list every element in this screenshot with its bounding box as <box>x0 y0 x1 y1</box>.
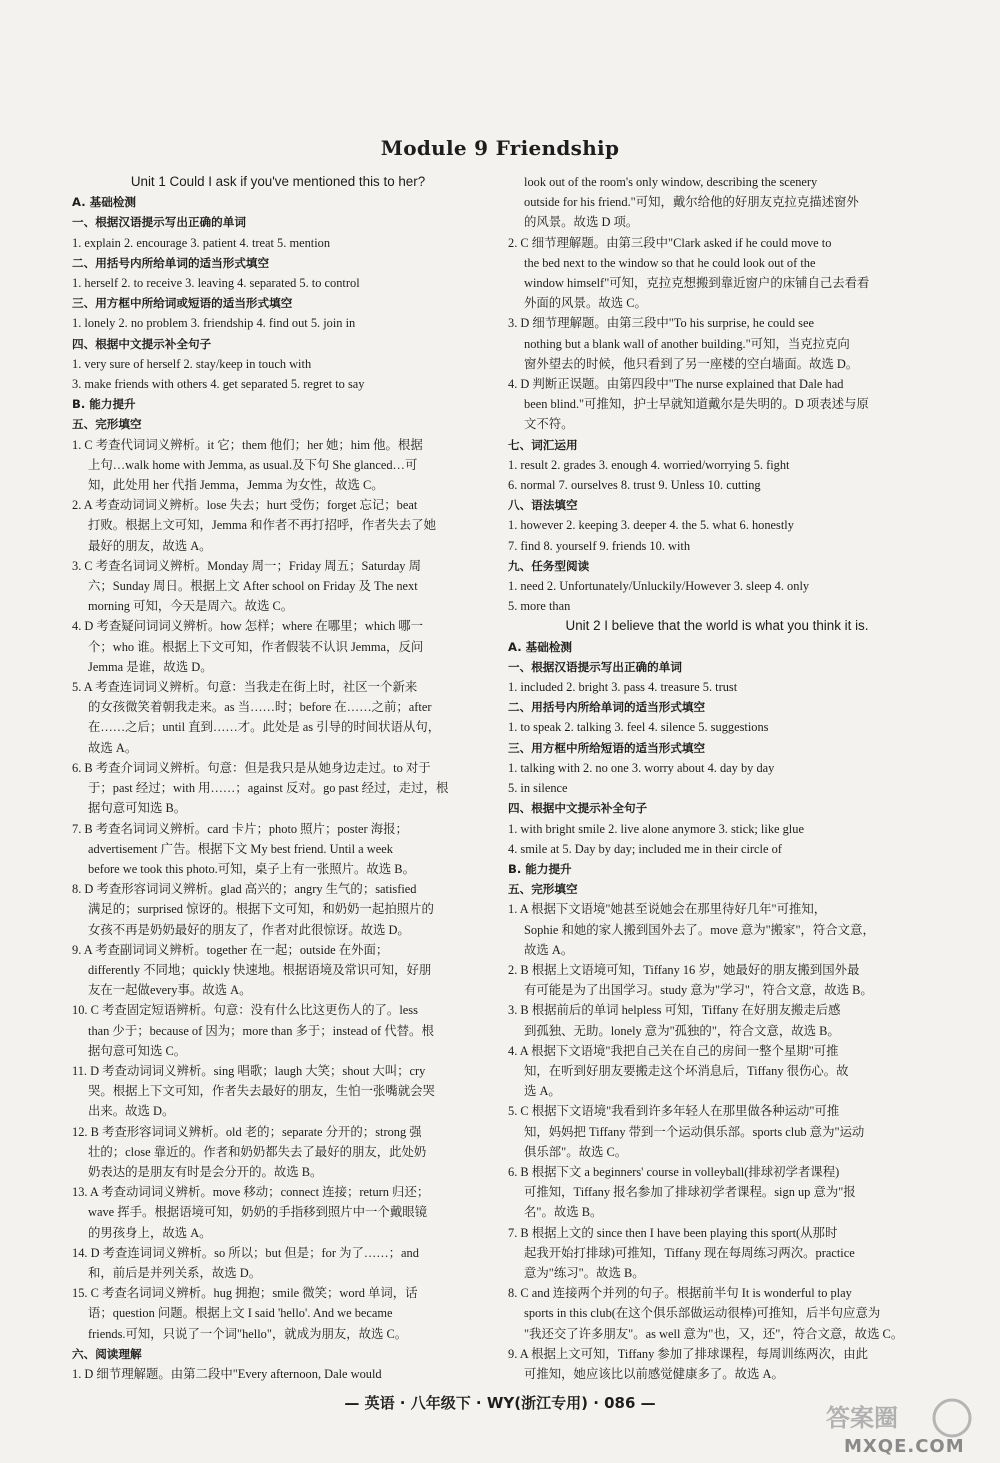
answer-line: 2. B 根据上文语境可知，Tiffany 16 岁，她最好的朋友搬到国外最 <box>508 962 860 977</box>
right-answer-column <box>508 172 926 1384</box>
answer-line: 4. A 根据下文语境"我把自己关在自己的房间一整个星期"可推 <box>508 1043 839 1058</box>
watermark-text: MXQE.COM <box>844 1436 965 1457</box>
answer-line: sports in this club(在这个俱乐部做运动很棒)可推知，后半句应意为 <box>524 1306 881 1321</box>
watermark-logo-text: 答案圈 <box>826 1404 898 1432</box>
answer-line: 1. lonely 2. no problem 3. friendship 4. find out 5. join in <box>72 316 356 331</box>
answer-line: 9. A 考查副词词义辨析。together 在一起；outside 在外面； <box>72 942 389 957</box>
answer-line: 外面的风景。故选 C。 <box>524 296 647 311</box>
answer-line: 7. B 根据上文的 since then I have been playing this sport(从那时 <box>508 1225 838 1240</box>
answer-line: 故选 A。 <box>524 942 574 957</box>
section-heading: 四、根据中文提示补全句子 <box>508 801 648 816</box>
answer-line: 文不符。 <box>524 417 574 432</box>
answer-line: 1. result 2. grades 3. enough 4. worried/worrying 5. fight <box>508 457 790 472</box>
answer-line: 最好的朋友，故选 A。 <box>88 538 212 553</box>
answer-line: 个；who 谁。根据上下文可知，作者假装不认识 Jemma，反问 <box>88 639 424 654</box>
answer-line: before we took this photo.可知，桌子上有一张照片。故选 B。 <box>88 861 415 876</box>
answer-line: 3. B 根据前后的单词 helpless 可知，Tiffany 在好朋友搬走后感 <box>508 1003 841 1018</box>
section-heading: A. 基础检测 <box>72 195 137 210</box>
answer-line: 1. D 细节理解题。由第二段中"Every afternoon, Dale would <box>72 1366 382 1381</box>
answer-line: advertisement 广告。根据下文 My best friend. Until a week <box>88 841 393 856</box>
answer-line: 语；question 问题。根据上文 I said 'hello'. And we became <box>88 1306 393 1321</box>
answer-line: 6. normal 7. ourselves 8. trust 9. Unless 10. cutting <box>508 478 761 493</box>
answer-line: 到孤独、无助。lonely 意为"孤独的"，符合文意，故选 B。 <box>524 1023 840 1038</box>
answer-line: 5. in silence <box>508 781 568 796</box>
section-heading: 二、用括号内所给单词的适当形式填空 <box>508 700 706 715</box>
page-footer: — 英语 · 八年级下 · WY(浙江专用) · 086 — <box>344 1394 656 1412</box>
answer-line: 友在一起做every事。故选 A。 <box>88 983 252 998</box>
section-heading: 一、根据汉语提示写出正确的单词 <box>508 659 682 674</box>
answer-line: 窗外望去的时候，他只看到了另一座楼的空白墙面。故选 D。 <box>524 356 859 371</box>
answer-line: window himself"可知，克拉克想搬到靠近窗户的床铺自己去看看 <box>524 276 870 291</box>
answer-line: 8. D 考查形容词词义辨析。glad 高兴的；angry 生气的；satisfied <box>72 882 417 897</box>
answer-line: 名"。故选 B。 <box>524 1205 603 1220</box>
answer-line: the bed next to the window so that he could look out of the <box>524 255 816 270</box>
section-heading: 五、完形填空 <box>72 417 142 432</box>
section-heading: 六、阅读理解 <box>72 1346 142 1361</box>
answer-line: 1. included 2. bright 3. pass 4. treasure 5. trust <box>508 680 738 695</box>
answer-line: 的风景。故选 D 项。 <box>524 215 639 230</box>
answer-line: 1. A 根据下文语境"她甚至说她会在那里待好几年"可推知， <box>508 902 827 917</box>
answer-line: 打败。根据上文可知，Jemma 和作者不再打招呼，作者失去了她 <box>88 518 436 533</box>
section-heading: 三、用方框中所给词或短语的适当形式填空 <box>72 296 293 311</box>
answer-line: 4. D 判断正误题。由第四段中"The nurse explained that Dale had <box>508 377 844 392</box>
answer-line: Jemma 是谁，故选 D。 <box>88 659 213 674</box>
section-heading: B. 能力提升 <box>508 861 572 876</box>
answer-line: nothing but a blank wall of another building."可知，当克拉克向 <box>524 336 850 351</box>
answer-line: 奶表达的是朋友有时是会分开的。故选 B。 <box>88 1164 323 1179</box>
answer-line: 六；Sunday 周日。根据上文 After school on Friday 及 The next <box>88 579 418 594</box>
section-heading: B. 能力提升 <box>72 397 136 412</box>
answer-line: 和，前后是并列关系，故选 D。 <box>88 1265 262 1280</box>
answer-line: 出来。故选 D。 <box>88 1104 175 1119</box>
answer-line: 可推知，她应该比以前感觉健康多了。故选 A。 <box>524 1366 784 1381</box>
answer-line: 5. A 考查连词词义辨析。句意：当我走在街上时，社区一个新来 <box>72 680 418 695</box>
answer-line: friends.可知，只说了一个词"hello"，就成为朋友，故选 C。 <box>88 1326 408 1341</box>
answer-line: 据句意可知选 B。 <box>88 801 187 816</box>
answer-line: 知，妈妈把 Tiffany 带到一个运动俱乐部。sports club 意为"运动 <box>524 1124 865 1139</box>
answer-line: 上句…walk home with Jemma, as usual.及下句 She glanced…可 <box>88 457 418 472</box>
answer-line: 哭。根据上下文可知，作者失去最好的朋友，生怕一张嘴就会哭 <box>88 1084 435 1099</box>
answer-line: 1. with bright smile 2. live alone anymore 3. stick; like glue <box>508 821 804 836</box>
answer-line: 15. C 考查名词词义辨析。hug 拥抱；smile 微笑；word 单词，话 <box>72 1286 418 1301</box>
answer-line: 女孩不再是奶奶最好的朋友了，作者对此很惊讶。故选 D。 <box>88 922 410 937</box>
section-heading: 二、用括号内所给单词的适当形式填空 <box>72 255 270 270</box>
answer-line: 2. C 细节理解题。由第三段中"Clark asked if he could move to <box>508 235 832 250</box>
answer-line: 12. B 考查形容词词义辨析。old 老的；separate 分开的；strong 强 <box>72 1124 422 1139</box>
unit-heading: Unit 1 Could I ask if you've mentioned this to her? <box>130 174 426 189</box>
answer-line: 10. C 考查固定短语辨析。句意：没有什么比这更伤人的了。less <box>72 1003 418 1018</box>
answer-line: 1. to speak 2. talking 3. feel 4. silence 5. suggestions <box>508 720 769 735</box>
answer-line: 7. B 考查名词词义辨析。card 卡片；photo 照片；poster 海报； <box>72 821 408 836</box>
answer-line: "我还交了许多朋友"。as well 意为"也，又，还"，符合文意，故选 C。 <box>524 1326 904 1341</box>
answer-line: 意为"练习"。故选 B。 <box>524 1265 645 1280</box>
answer-line: 6. B 考查介词词义辨析。句意：但是我只是从她身边走过。to 对于 <box>72 760 431 775</box>
answer-line: 故选 A。 <box>88 740 138 755</box>
answer-line: 4. D 考查疑问词词义辨析。how 怎样；where 在哪里；which 哪一 <box>72 619 424 634</box>
answer-line: 据句意可知选 C。 <box>88 1043 187 1058</box>
answer-line: 11. D 考查动词词义辨析。sing 唱歌；laugh 大笑；shout 大叫；cry <box>72 1063 426 1078</box>
section-heading: 三、用方框中所给短语的适当形式填空 <box>508 740 706 755</box>
answer-line: 9. A 根据上文可知，Tiffany 参加了排球课程，每周训练两次，由此 <box>508 1346 869 1361</box>
section-heading: 四、根据中文提示补全句子 <box>72 336 212 351</box>
section-heading: A. 基础检测 <box>508 639 573 654</box>
answer-line: 起我开始打排球)可推知，Tiffany 现在每周练习两次。practice <box>524 1245 855 1260</box>
answer-line: 4. smile at 5. Day by day; included me in their circle of <box>508 841 782 856</box>
answer-line: 有可能是为了出国学习。study 意为"学习"，符合文意，故选 B。 <box>524 983 873 998</box>
answer-line: 1. need 2. Unfortunately/Unluckily/However 3. sleep 4. only <box>508 579 810 594</box>
answer-line: 8. C and 连接两个并列的句子。根据前半句 It is wonderful to play <box>508 1286 852 1301</box>
answer-line: 知，此处用 her 代指 Jemma，Jemma 为女性，故选 C。 <box>88 478 384 493</box>
answer-line: 的男孩身上，故选 A。 <box>88 1225 212 1240</box>
answer-line: 5. more than <box>508 599 571 614</box>
section-heading: 九、任务型阅读 <box>508 558 590 573</box>
answer-line: 3. make friends with others 4. get separated 5. regret to say <box>72 377 365 392</box>
unit-heading: Unit 2 I believe that the world is what you think it is. <box>565 618 869 634</box>
answer-line: 1. talking with 2. no one 3. worry about 4. day by day <box>508 760 775 775</box>
answer-line: 的女孩微笑着朝我走来。as 当……时；before 在……之前；after <box>88 700 432 715</box>
watermark <box>812 1396 982 1458</box>
answer-line: 1. however 2. keeping 3. deeper 4. the 5. what 6. honestly <box>508 518 794 533</box>
answer-line: 选 A。 <box>524 1084 561 1099</box>
section-heading: 七、词汇运用 <box>508 437 578 452</box>
answer-line: 满足的；surprised 惊讶的。根据下文可知，和奶奶一起拍照片的 <box>88 902 434 917</box>
answer-line: 可推知，Tiffany 报名参加了排球初学者课程。sign up 意为"报 <box>524 1185 856 1200</box>
answer-line: 于；past 经过；with 用……；against 反对。go past 经过，走过，根 <box>88 781 449 796</box>
answer-line: 1. C 考查代词词义辨析。it 它；them 他们；her 她；him 他。根据 <box>72 437 423 452</box>
answer-line: wave 挥手。根据语境可知，奶奶的手指移到照片中一个戴眼镜 <box>88 1205 428 1220</box>
answer-line: 在……之后；until 直到……才。此处是 as 引导的时间状语从句， <box>88 720 441 735</box>
answer-line: look out of the room's only window, describing the scenery <box>524 175 818 189</box>
answer-line: 6. B 根据下文 a beginners' course in volleyball(排球初学者课程) <box>508 1164 840 1179</box>
answer-line: been blind."可推知，护士早就知道戴尔是失明的。D 项表述与原 <box>524 397 869 412</box>
answer-line: 知，在听到好朋友要搬走这个坏消息后，Tiffany 很伤心。故 <box>524 1063 849 1078</box>
answer-line: 13. A 考查动词词义辨析。move 移动；connect 连接；return 归还； <box>72 1185 430 1200</box>
answer-line: 3. D 细节理解题。由第三段中"To his surprise, he could see <box>508 316 815 331</box>
answer-line: 14. D 考查连词词义辨析。so 所以；but 但是；for 为了……；and <box>72 1245 419 1260</box>
answer-line: 3. C 考查名词词义辨析。Monday 周一；Friday 周五；Saturday 周 <box>72 558 421 573</box>
section-heading: 一、根据汉语提示写出正确的单词 <box>72 215 246 230</box>
answer-line: 壮的；close 靠近的。作者和奶奶都失去了最好的朋友，此处奶 <box>88 1144 427 1159</box>
answer-line: 5. C 根据下文语境"我看到许多年轻人在那里做各种运动"可推 <box>508 1104 840 1119</box>
answer-line: 2. A 考查动词词义辨析。lose 失去；hurt 受伤；forget 忘记；beat <box>72 498 418 513</box>
answer-line: differently 不同地；quickly 快速地。根据语境及常识可知，好朋 <box>88 962 432 977</box>
answer-line: morning 可知，今天是周六。故选 C。 <box>88 599 294 614</box>
answer-line: 俱乐部"。故选 C。 <box>524 1144 628 1159</box>
answer-line: than 少于；because of 因为；more than 多于；instead of 代替。根 <box>88 1023 434 1038</box>
answer-line: outside for his friend."可知，戴尔给他的好朋友克拉克描述窗外 <box>524 195 859 210</box>
answer-line: 7. find 8. yourself 9. friends 10. with <box>508 538 691 553</box>
answer-line: 1. very sure of herself 2. stay/keep in touch with <box>72 356 312 371</box>
answer-line: 1. explain 2. encourage 3. patient 4. treat 5. mention <box>72 235 331 250</box>
answer-line: Sophie 和她的家人搬到国外去了。move 意为"搬家"，符合文意， <box>524 922 875 937</box>
answer-line: 1. herself 2. to receive 3. leaving 4. separated 5. to control <box>72 276 360 291</box>
section-heading: 八、语法填空 <box>508 498 578 513</box>
left-answer-column <box>72 172 484 1384</box>
section-heading: 五、完形填空 <box>508 882 578 897</box>
module-title: Module 9 Friendship <box>380 136 620 160</box>
